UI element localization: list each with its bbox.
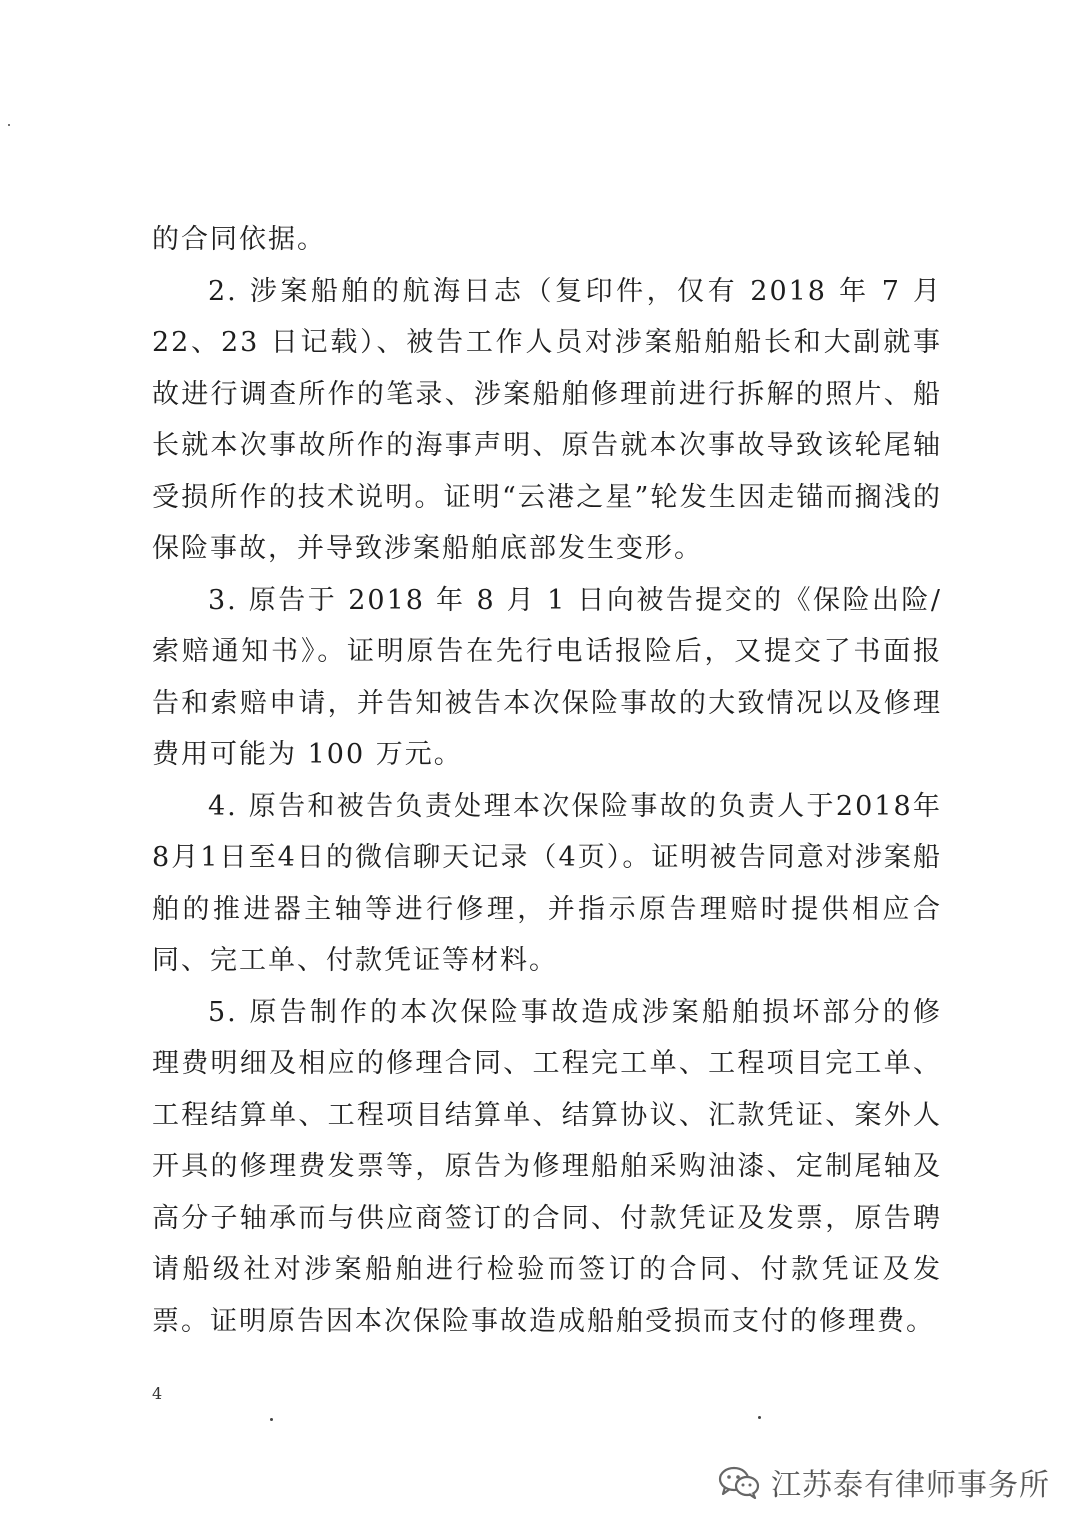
watermark-text: 江苏泰有律师事务所 [771, 1468, 1050, 1503]
paragraph-item-2: 2. 涉案船舶的航海日志（复印件，仅有 2018 年 7 月 22、23 日记载）、被告工作人员对涉案船舶船长和大副就事故进行调查所作的笔录、涉案船舶修理前进行拆解的照片、船长就本次事故所作的海事声明、原告就本次事故导致该轮尾轴受损所作的技术说明。证明“云港之星”轮发生因走锚而搁浅的保险事故，并导致涉案船舶底部发生变形。 [152, 275, 942, 564]
paragraph-item-3: 3. 原告于 2018 年 8 月 1 日向被告提交的《保险出险/索赔通知书》。证明原告在先行电话报险后，又提交了书面报告和索赔申请，并告知被告本次保险事故的大致情况以及修理费用可能为 100 万元。 [152, 584, 942, 770]
scan-speck [270, 1418, 273, 1421]
wechat-watermark [717, 1460, 1050, 1504]
paragraph-item-5: 5. 原告制作的本次保险事故造成涉案船舶损坏部分的修理费明细及相应的修理合同、工程完工单、工程项目完工单、工程结算单、工程项目结算单、结算协议、汇款凭证、案外人开具的修理费发票等，原告为修理船舶采购油漆、定制尾轴及高分子轴承而与供应商签订的合同、付款凭证及发票，原告聘请船级社对涉案船舶进行检验而签订的合同、付款凭证及发票。证明原告因本次保险事故造成船舶受损而支付的修理费。 [152, 996, 942, 1337]
scan-speck [758, 1416, 761, 1419]
paragraph-continuation: 的合同依据。 [152, 224, 326, 255]
wechat-icon [717, 1465, 761, 1499]
document-body [152, 214, 942, 1347]
scan-speck [8, 124, 10, 126]
paragraph-item-4: 4. 原告和被告负责处理本次保险事故的负责人于2018年8月1日至4日的微信聊天记录（4页）。证明被告同意对涉案船舶的推进器主轴等进行修理，并指示原告理赔时提供相应合同、完工单、付款凭证等材料。 [152, 790, 942, 976]
page-number: 4 [152, 1384, 163, 1403]
